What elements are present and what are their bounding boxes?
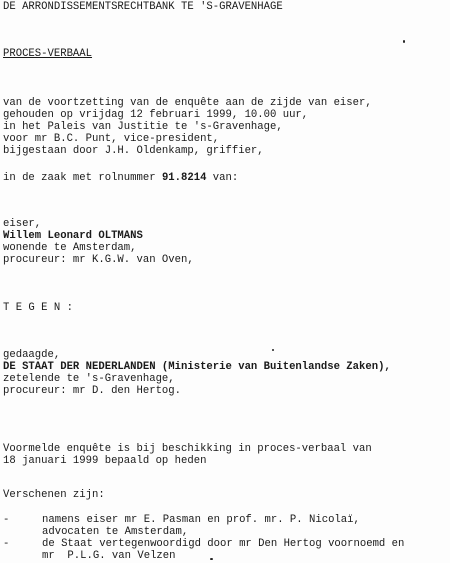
intro-line: bijgestaan door J.H. Oldenkamp, griffier, [3, 145, 264, 157]
versus-label: T E G E N : [3, 302, 73, 314]
case-line [3, 173, 238, 185]
defendant-role: gedaagde, [3, 349, 61, 361]
intro-line: voor mr B.C. Punt, vice-president, [3, 133, 220, 145]
list-bullet: - [3, 538, 10, 550]
court-header: DE ARRONDISSEMENTSRECHTBANK TE 'S-GRAVENHAGE [3, 1, 283, 13]
scan-speck [210, 558, 213, 560]
defendant-name: DE STAAT DER NEDERLANDEN (Ministerie van Buitenlandse Zaken), [3, 361, 391, 373]
defendant-seat: zetelende te 's-Gravenhage, [3, 373, 175, 385]
plaintiff-name: Willem Leonard OLTMANS [3, 230, 143, 242]
case-number: 91.8214 [161, 172, 207, 184]
list-item-line: namens eiser mr E. Pasman en prof. mr. P. Nicolaï, [42, 514, 360, 526]
intro-line: gehouden op vrijdag 12 februari 1999, 10.00 uur, [3, 109, 309, 121]
decision-line: Voormelde enquête is bij beschikking in proces-verbaal van [3, 443, 372, 455]
defendant-attorney: procureur: mr D. den Hertog. [3, 385, 182, 397]
scan-speck [403, 40, 405, 43]
plaintiff-attorney: procureur: mr K.G.W. van Oven, [3, 254, 194, 266]
list-item-line: de Staat vertegenwoordigd door mr Den Hertog voornoemd en [42, 538, 405, 550]
list-item-line: advocaten te Amsterdam, [42, 526, 189, 538]
plaintiff-residence: wonende te Amsterdam, [3, 242, 137, 254]
document-title: PROCES-VERBAAL [3, 48, 93, 60]
scan-speck [272, 349, 274, 351]
plaintiff-role: eiser, [3, 218, 42, 230]
list-bullet: - [3, 514, 10, 526]
intro-line: van de voortzetting van de enquête aan de zijde van eiser, [3, 97, 372, 109]
case-suffix: van: [206, 172, 239, 184]
list-item-line: mr P.L.G. van Velzen [42, 550, 176, 562]
intro-line: in het Paleis van Justitie te 's-Gravenhage, [3, 121, 283, 133]
decision-line: 18 januari 1999 bepaald op heden [3, 455, 207, 467]
appeared-heading: Verschenen zijn: [3, 489, 105, 501]
case-prefix: in de zaak met rolnummer [3, 172, 162, 184]
